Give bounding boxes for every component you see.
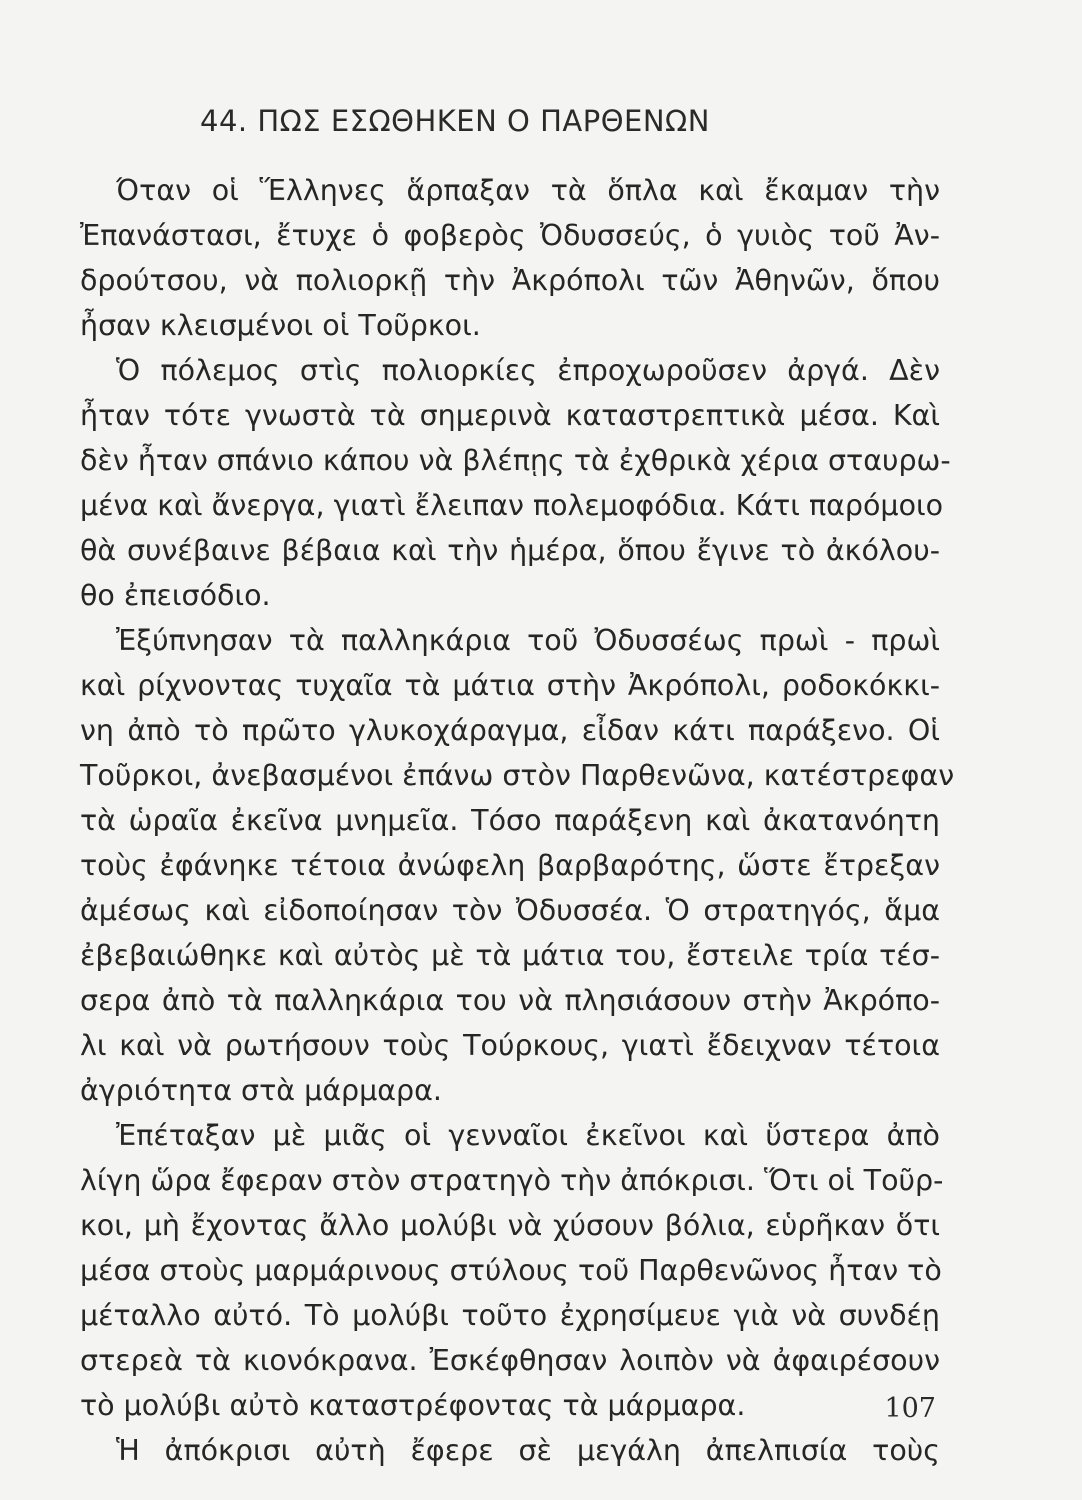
text-line: μένα καὶ ἄνεργα, γιατὶ ἔλειπαν πολεμοφόδια. Κάτι παρόμοιο: [80, 489, 944, 522]
text-line: νη ἀπὸ τὸ πρῶτο γλυκοχάραγμα, εἶδαν κάτι παράξενο. Οἱ: [80, 714, 940, 747]
text-line: Ἐπέταξαν μὲ μιᾶς οἱ γενναῖοι ἐκεῖνοι καὶ ὕστερα ἀπὸ: [116, 1119, 940, 1152]
text-line: τοὺς ἐφάνηκε τέτοια ἀνώφελη βαρβαρότης, ὥστε ἔτρεξαν: [80, 849, 940, 882]
chapter-title: 44. ΠΩΣ ΕΣΩΘΗΚΕΝ Ο ΠΑΡΘΕΝΩΝ: [200, 104, 710, 138]
text-line: Ὁ πόλεμος στὶς πολιορκίες ἐπροχωροῦσεν ἀργά. Δὲν: [116, 354, 940, 387]
page-number: 107: [884, 1393, 936, 1424]
text-line: λι καὶ νὰ ρωτήσουν τοὺς Τούρκους, γιατὶ ἔδειχναν τέτοια: [80, 1029, 940, 1062]
text-line: ἦταν τότε γνωστὰ τὰ σημερινὰ καταστρεπτικὰ μέσα. Καὶ: [80, 399, 940, 432]
text-line: στερεὰ τὰ κιονόκρανα. Ἐσκέφθησαν λοιπὸν νὰ ἀφαιρέσουν: [80, 1344, 940, 1377]
text-line: Τοῦρκοι, ἀνεβασμένοι ἐπάνω στὸν Παρθενῶνα, κατέστρεφαν: [80, 759, 955, 792]
body-text: [80, 168, 955, 1473]
text-line: θὰ συνέβαινε βέβαια καὶ τὴν ἡμέρα, ὅπου ἔγινε τὸ ἀκόλου-: [80, 534, 940, 567]
text-line: Όταν οἱ Ἕλληνες ἅρπαξαν τὰ ὅπλα καὶ ἔκαμαν τὴν: [116, 174, 940, 207]
text-line: τὸ μολύβι αὐτὸ καταστρέφοντας τὰ μάρμαρα.: [80, 1389, 746, 1422]
paragraph: [80, 348, 951, 618]
text-line: Ἡ ἀπόκρισι αὐτὴ ἔφερε σὲ μεγάλη ἀπελπισία τοὺς: [116, 1434, 940, 1467]
text-line: θο ἐπεισόδιο.: [80, 579, 271, 612]
text-line: καὶ ρίχνοντας τυχαῖα τὰ μάτια στὴν Ἀκρόπολι, ροδοκόκκι-: [80, 669, 940, 702]
paragraph: [80, 1428, 940, 1473]
text-line: ἀμέσως καὶ εἰδοποίησαν τὸν Ὀδυσσέα. Ὁ στρατηγός, ἅμα: [80, 894, 940, 927]
text-line: μέσα στοὺς μαρμάρινους στύλους τοῦ Παρθενῶνος ἦταν τὸ: [80, 1254, 942, 1287]
text-line: δὲν ἦταν σπάνιο κάπου νὰ βλέπῃς τὰ ἐχθρικὰ χέρια σταυρω-: [80, 444, 951, 477]
text-line: Ἐπανάστασι, ἔτυχε ὁ φοβερὸς Ὀδυσσεύς, ὁ γυιὸς τοῦ Ἀν-: [80, 219, 940, 252]
text-line: ἀγριότητα στὰ μάρμαρα.: [80, 1074, 442, 1107]
text-line: σερα ἀπὸ τὰ παλληκάρια του νὰ πλησιάσουν στὴν Ἀκρόπο-: [80, 984, 940, 1017]
text-line: Ἐξύπνησαν τὰ παλληκάρια τοῦ Ὀδυσσέως πρωὶ - πρωὶ: [116, 624, 940, 657]
paragraph: [80, 168, 940, 348]
text-line: λίγη ὥρα ἔφεραν στὸν στρατηγὸ τὴν ἀπόκρισι. Ὅτι οἱ Τοῦρ-: [80, 1164, 944, 1197]
text-line: δρούτσου, νὰ πολιορκῇ τὴν Ἀκρόπολι τῶν Ἀθηνῶν, ὅπου: [80, 264, 940, 297]
text-line: ἦσαν κλεισμένοι οἱ Τοῦρκοι.: [80, 309, 481, 342]
text-line: κοι, μὴ ἔχοντας ἄλλο μολύβι νὰ χύσουν βόλια, εὑρῆκαν ὅτι: [80, 1209, 940, 1242]
text-line: μέταλλο αὐτό. Τὸ μολύβι τοῦτο ἐχρησίμευε γιὰ νὰ συνδέῃ: [80, 1299, 940, 1332]
paragraph: [80, 618, 955, 1113]
text-line: τὰ ὡραῖα ἐκεῖνα μνημεῖα. Τόσο παράξενη καὶ ἀκατανόητη: [80, 804, 940, 837]
paragraph: [80, 1113, 944, 1428]
text-line: ἐβεβαιώθηκε καὶ αὐτὸς μὲ τὰ μάτια του, ἔστειλε τρία τέσ-: [80, 939, 940, 972]
